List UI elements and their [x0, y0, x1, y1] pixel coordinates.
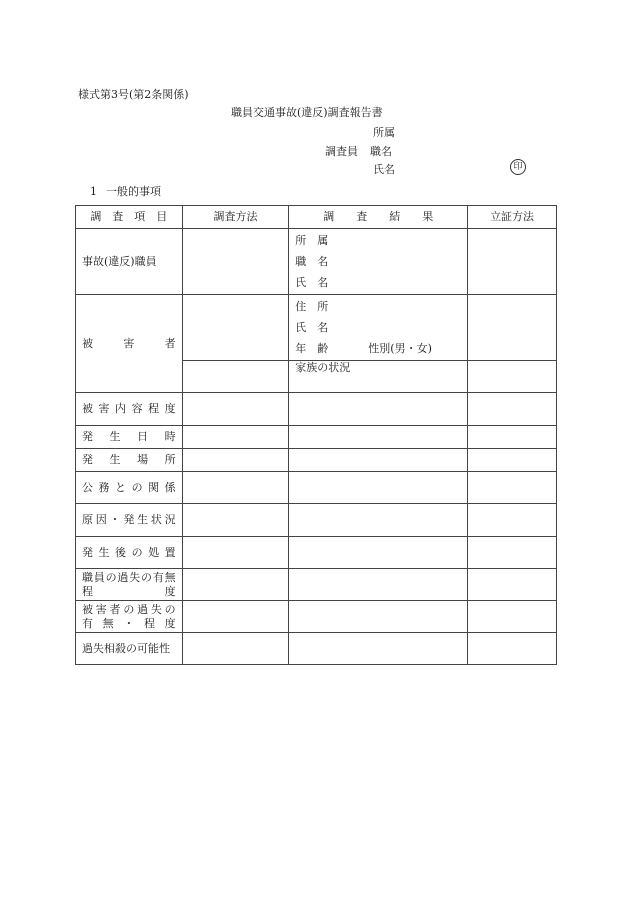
section-heading — [90, 183, 161, 199]
result-cell[interactable] — [289, 472, 468, 504]
proof-cell[interactable] — [468, 569, 557, 601]
affiliation-label: 所属 — [373, 126, 395, 139]
table-row — [76, 295, 557, 361]
section-number: 1 — [90, 185, 97, 198]
table-row — [76, 601, 557, 633]
header-proof: 立証方法 — [468, 206, 557, 229]
result-cell[interactable] — [289, 393, 468, 426]
row-label-line2: 有無・程度 — [82, 616, 176, 630]
proof-cell[interactable] — [468, 537, 557, 569]
victim-label: 被 害 者 — [76, 295, 183, 393]
seal-mark: 印 — [510, 159, 526, 175]
method-cell[interactable] — [182, 601, 289, 633]
table-row — [76, 393, 557, 426]
method-cell[interactable] — [182, 295, 289, 361]
method-cell[interactable] — [182, 569, 289, 601]
table-row — [76, 426, 557, 449]
row-label: 被害内容程度 — [76, 393, 183, 426]
proof-cell[interactable] — [468, 472, 557, 504]
row-label-line1: 職員の過失の有無 — [82, 570, 176, 584]
field-job-title: 職 名 — [295, 255, 329, 268]
family-status[interactable]: 家族の状況 — [289, 361, 468, 393]
header-item: 調 査 項 目 — [76, 206, 183, 229]
row-label: 過失相殺の可能性 — [76, 633, 183, 665]
table-row — [76, 229, 557, 295]
proof-cell[interactable] — [468, 449, 557, 472]
row-label-two-line — [76, 569, 183, 601]
proof-cell[interactable] — [468, 633, 557, 665]
proof-cell[interactable] — [468, 601, 557, 633]
field-name: 氏 名 — [295, 276, 329, 289]
proof-cell[interactable] — [468, 361, 557, 393]
proof-cell[interactable] — [468, 229, 557, 295]
method-cell[interactable] — [182, 393, 289, 426]
method-cell[interactable] — [182, 633, 289, 665]
row-label: 発生後の処置 — [76, 537, 183, 569]
result-cell[interactable] — [289, 569, 468, 601]
table-row — [76, 449, 557, 472]
method-cell[interactable] — [182, 449, 289, 472]
row-label-two-line — [76, 601, 183, 633]
table-row — [76, 504, 557, 537]
row-label: 発生日時 — [76, 426, 183, 449]
proof-cell[interactable] — [468, 504, 557, 537]
header-method: 調査方法 — [182, 206, 289, 229]
table-header-row — [76, 206, 557, 229]
accident-employee-result[interactable] — [289, 229, 468, 295]
table-row — [76, 633, 557, 665]
method-cell[interactable] — [182, 229, 289, 295]
result-cell[interactable] — [289, 449, 468, 472]
method-cell[interactable] — [182, 426, 289, 449]
investigator-line — [325, 143, 392, 159]
table-row — [76, 537, 557, 569]
table-row — [76, 569, 557, 601]
job-title-label: 職名 — [370, 145, 392, 158]
report-title: 職員交通事故(違反)調査報告書 — [231, 106, 383, 119]
result-cell[interactable] — [289, 633, 468, 665]
proof-cell[interactable] — [468, 426, 557, 449]
method-cell[interactable] — [182, 472, 289, 504]
proof-cell[interactable] — [468, 393, 557, 426]
field-name: 氏 名 — [295, 321, 329, 334]
result-cell[interactable] — [289, 504, 468, 537]
result-cell[interactable] — [289, 426, 468, 449]
row-label: 原因・発生状況 — [76, 504, 183, 537]
field-address: 住 所 — [295, 300, 329, 313]
investigator-label: 調査員 — [325, 145, 358, 158]
proof-cell[interactable] — [468, 295, 557, 361]
section-title: 一般的事項 — [106, 185, 161, 198]
method-cell[interactable] — [182, 537, 289, 569]
row-label-line2: 程度 — [82, 584, 176, 598]
result-cell[interactable] — [289, 601, 468, 633]
method-cell[interactable] — [182, 504, 289, 537]
field-affiliation: 所 属 — [295, 234, 329, 247]
row-label: 公務との関係 — [76, 472, 183, 504]
row-label: 発生場所 — [76, 449, 183, 472]
victim-result[interactable] — [289, 295, 468, 361]
accident-employee-label: 事故(違反)職員 — [76, 229, 183, 295]
method-cell[interactable] — [182, 361, 289, 393]
table-row — [76, 472, 557, 504]
report-table — [75, 205, 557, 665]
name-label: 氏名 — [373, 163, 395, 176]
form-number: 様式第3号(第2条関係) — [78, 88, 189, 101]
field-age-gender: 年 齢 性別(男・女) — [295, 342, 432, 355]
row-label-line1: 被害者の過失の — [82, 602, 176, 616]
header-result: 調 査 結 果 — [289, 206, 468, 229]
result-cell[interactable] — [289, 537, 468, 569]
